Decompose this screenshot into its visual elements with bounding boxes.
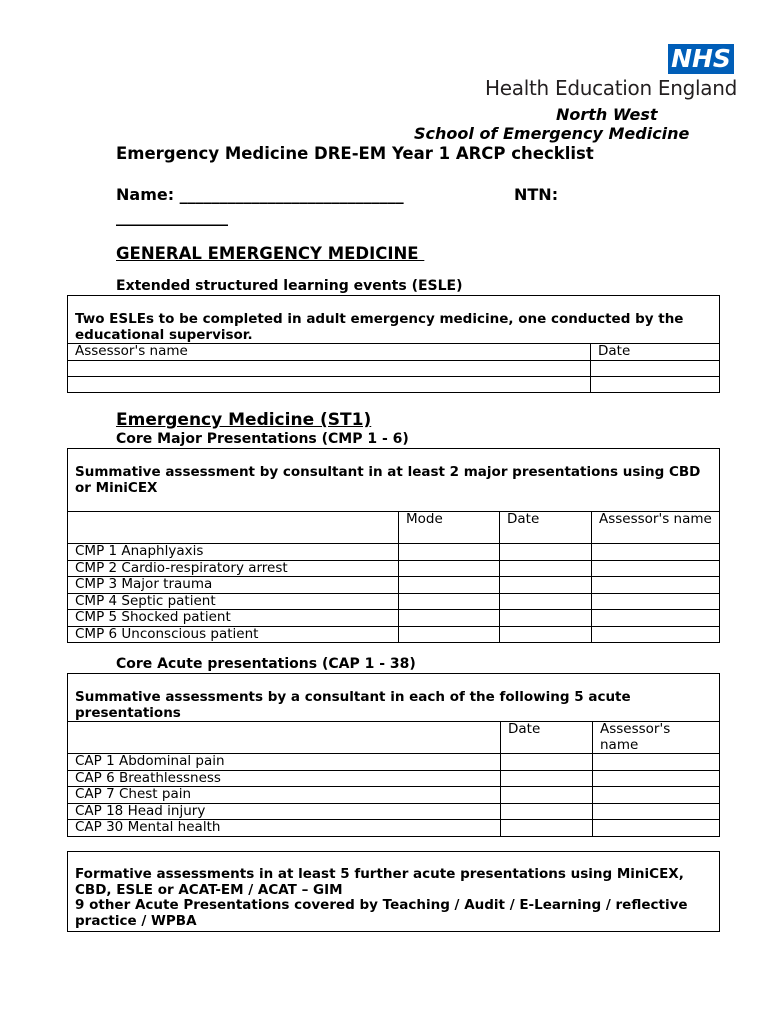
cap-row-label: CAP 7 Chest pain: [68, 787, 501, 804]
table-row: [68, 593, 720, 610]
cmp-cell[interactable]: [399, 626, 500, 643]
cap-cell[interactable]: [501, 754, 593, 771]
cap-cell[interactable]: [593, 787, 720, 804]
cmp-cell[interactable]: [399, 544, 500, 561]
cmp-row-label: CMP 6 Unconscious patient: [68, 626, 399, 643]
cmp-row-label: CMP 3 Major trauma: [68, 577, 399, 594]
cap-row-label: CAP 18 Head injury: [68, 803, 501, 820]
esle-col-assessor: Assessor's name: [68, 344, 591, 361]
cmp-table: [67, 448, 720, 643]
table-row: [68, 820, 720, 837]
cap-row-label: CAP 1 Abdominal pain: [68, 754, 501, 771]
table-row: [68, 770, 720, 787]
cmp-header-blank: [68, 512, 399, 544]
cap-table: [67, 673, 720, 837]
cmp-title: Core Major Presentations (CMP 1 - 6): [116, 431, 409, 447]
esle-cell[interactable]: [68, 360, 591, 376]
org-name: Health Education England: [485, 76, 737, 100]
cmp-col-assessor: Assessor's name: [592, 512, 720, 544]
cmp-cell[interactable]: [500, 610, 592, 627]
cmp-row-label: CMP 5 Shocked patient: [68, 610, 399, 627]
st1-heading: Emergency Medicine (ST1): [116, 410, 372, 430]
ntn-field[interactable]: ______________: [116, 207, 228, 226]
cap-cell[interactable]: [593, 770, 720, 787]
school-name: School of Emergency Medicine: [414, 124, 690, 143]
cap-row-label: CAP 6 Breathlessness: [68, 770, 501, 787]
section-heading: GENERAL EMERGENCY MEDICINE: [116, 244, 425, 263]
table-row: [68, 577, 720, 594]
name-field[interactable]: Name: ____________________________: [116, 185, 404, 204]
region-name: North West: [556, 105, 658, 124]
table-row: [68, 544, 720, 561]
cmp-cell[interactable]: [592, 610, 720, 627]
cmp-cell[interactable]: [500, 626, 592, 643]
esle-table: [67, 295, 720, 393]
cap-title: Core Acute presentations (CAP 1 - 38): [116, 656, 416, 672]
cmp-cell[interactable]: [592, 626, 720, 643]
cmp-cell[interactable]: [592, 544, 720, 561]
cmp-row-label: CMP 2 Cardio-respiratory arrest: [68, 560, 399, 577]
esle-title: Extended structured learning events (ESLE): [116, 278, 463, 294]
cap-col-date: Date: [501, 722, 593, 754]
cmp-cell[interactable]: [592, 593, 720, 610]
cap-cell[interactable]: [501, 787, 593, 804]
cap-col-assessor: Assessor's name: [593, 722, 720, 754]
cmp-col-date: Date: [500, 512, 592, 544]
table-row: [68, 626, 720, 643]
cap-cell[interactable]: [501, 820, 593, 837]
cap-requirement: Summative assessments by a consultant in each of the following 5 acute presentations: [68, 674, 720, 722]
document-title: Emergency Medicine DRE-EM Year 1 ARCP checklist: [116, 144, 594, 163]
cmp-requirement: Summative assessment by consultant in at least 2 major presentations using CBD or MiniCEX: [68, 449, 720, 512]
cmp-cell[interactable]: [399, 610, 500, 627]
cmp-cell[interactable]: [399, 560, 500, 577]
cap-cell[interactable]: [501, 803, 593, 820]
cap-cell[interactable]: [593, 754, 720, 771]
cap-cell[interactable]: [593, 803, 720, 820]
cmp-cell[interactable]: [592, 577, 720, 594]
cmp-cell[interactable]: [500, 560, 592, 577]
esle-col-date: Date: [591, 344, 720, 361]
cap-cell[interactable]: [501, 770, 593, 787]
esle-cell[interactable]: [68, 376, 591, 392]
cmp-row-label: CMP 4 Septic patient: [68, 593, 399, 610]
esle-requirement: Two ESLEs to be completed in adult emergency medicine, one conducted by the educational supervisor.: [68, 296, 720, 344]
cap-row-label: CAP 30 Mental health: [68, 820, 501, 837]
cmp-cell[interactable]: [500, 577, 592, 594]
cmp-cell[interactable]: [399, 593, 500, 610]
cmp-cell[interactable]: [500, 544, 592, 561]
table-row: [68, 787, 720, 804]
ntn-label: NTN:: [514, 185, 559, 204]
nhs-logo: NHS: [668, 44, 734, 74]
cmp-row-label: CMP 1 Anaphlyaxis: [68, 544, 399, 561]
table-row: [68, 610, 720, 627]
cap-header-blank: [68, 722, 501, 754]
table-row: [68, 560, 720, 577]
formative-table: [67, 851, 720, 932]
formative-box: [68, 852, 720, 932]
cmp-cell[interactable]: [399, 577, 500, 594]
table-row: [68, 803, 720, 820]
esle-cell[interactable]: [591, 376, 720, 392]
cmp-col-mode: Mode: [399, 512, 500, 544]
formative-line-2: 9 other Acute Presentations covered by Teaching / Audit / E-Learning / reflective practice / WPBA: [75, 897, 688, 929]
formative-line-1: Formative assessments in at least 5 further acute presentations using MiniCEX, CBD, ESLE or ACAT-EM / ACAT – GIM: [75, 866, 684, 898]
table-row: [68, 754, 720, 771]
cmp-cell[interactable]: [500, 593, 592, 610]
cmp-cell[interactable]: [592, 560, 720, 577]
esle-cell[interactable]: [591, 360, 720, 376]
cap-cell[interactable]: [593, 820, 720, 837]
